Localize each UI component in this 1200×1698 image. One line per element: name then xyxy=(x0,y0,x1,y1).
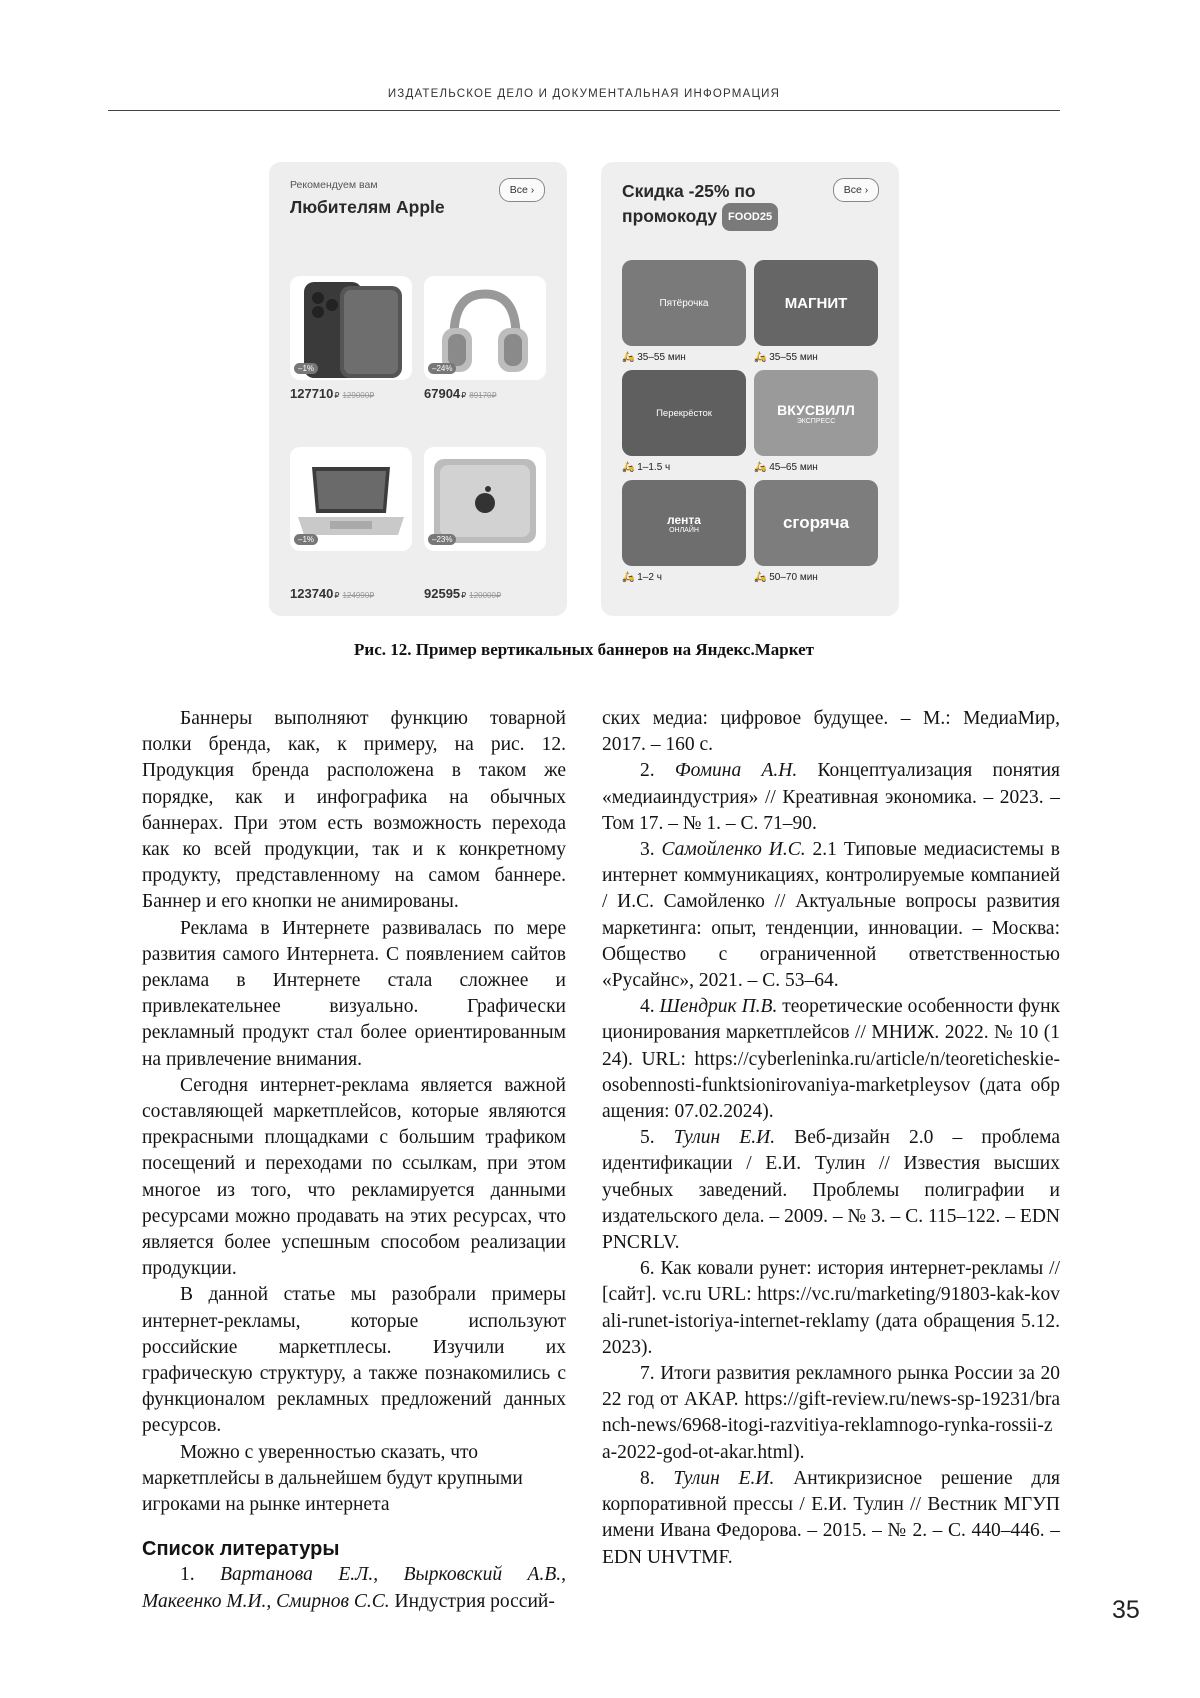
store-card-vkusvill[interactable]: ВКУСВИЛЛ ЭКСПРЕСС xyxy=(754,370,878,456)
delivery-time: 🛵 1–2 ч xyxy=(622,572,662,583)
product-card-headphones[interactable] xyxy=(424,276,546,380)
left-column xyxy=(142,706,566,1615)
banner-subtitle: Рекомендуем вам xyxy=(290,179,378,191)
delivery-time: 🛵 50–70 мин xyxy=(754,572,818,583)
price: 67904₽ 89170₽ xyxy=(424,386,497,401)
paragraph: Реклама в Интернете развивалась по мере развития самого Интернета. С появлением сайтов реклама в Интернете стала сложнее и привлекательнее визуально. Графически рекламный продукт стал более ориентированным на привлечение внимания. xyxy=(142,917,566,1070)
store-card-lenta[interactable]: лента ОНЛАЙН xyxy=(622,480,746,566)
banner-food-promo xyxy=(601,162,899,616)
delivery-time: 🛵 35–55 мин xyxy=(754,352,818,363)
references-heading: Список литературы xyxy=(142,1538,340,1561)
paragraph: Баннеры выполняют функцию товарной полки бренда, как, к примеру, на рис. 12. Продукция бренда расположена в таком же порядке, как и инфографика на обычных баннерах. При этом есть возможность перехода как ко всей продукции, так и к конкретному продукту, представленному на самом баннере. Баннер и его кнопки не анимированы. xyxy=(142,708,566,913)
reference-item: 1. Вартанова Е.Л., Вырковский А.В., Макеенко М.И., Смирнов С.С. Индустрия россий- xyxy=(142,1564,567,1612)
all-button[interactable]: Все › xyxy=(833,178,879,202)
running-header: ИЗДАТЕЛЬСКОЕ ДЕЛО И ДОКУМЕНТАЛЬНАЯ ИНФОРМАЦИЯ xyxy=(387,88,781,100)
store-card-sgoryacha[interactable]: сгоряча xyxy=(754,480,878,566)
price: 92595₽ 120000₽ xyxy=(424,586,502,601)
reference-item: 5. Тулин Е.И. Веб-дизайн 2.0 – проблема идентификации / Е.И. Тулин // Известия высших учебных заведений. Проблемы полиграфии и издательского дела. – 2009. – № 3. – С. 115–122. – EDN PNCRLV. xyxy=(602,1127,1061,1254)
paragraph: Можно с уверенностью сказать, что маркетплейсы в дальнейшем будут крупными игроками на рынке интернета xyxy=(142,1441,523,1516)
delivery-time: 🛵 45–65 мин xyxy=(754,462,818,473)
discount-badge: –1% xyxy=(294,534,318,545)
figure-caption: Рис. 12. Пример вертикальных баннеров на Яндекс.Маркет xyxy=(354,640,814,659)
banner-title: Любителям Apple xyxy=(290,197,445,217)
store-card-magnit[interactable]: МАГНИТ xyxy=(754,260,878,346)
reference-item: 2. Фомина А.Н. Концептуализация понятия «медиаиндустрия» // Креативная экономика. – 2023. – Том 17. – № 1. – С. 71–90. xyxy=(602,760,1061,834)
reference-item: 6. Как ковали рунет: история интернет-рекламы // [сайт]. vc.ru URL: https://vc.ru/marketing/91803-kak-kovali-runet-istoriya-internet-reklamy (дата обращения 5.12.2023). xyxy=(602,1258,1060,1358)
promo-code-badge: FOOD25 xyxy=(722,203,778,231)
reference-item: 4. Шендрик П.В. теоретические особенности функционирования маркетплейсов // МНИЖ. 2022. № 10 (124). URL: https://cyberleninka.ru/article/n/teoreticheskie-osobennosti-funktsionirovaniya-marketpleysov (дата обращения: 07.02.2024). xyxy=(602,996,1061,1123)
delivery-time: 🛵 1–1.5 ч xyxy=(622,462,671,473)
store-card-pyaterochka[interactable]: Пятёрочка xyxy=(622,260,746,346)
reference-item: 7. Итоги развития рекламного рынка России за 2022 год от АКАР. https://gift-review.ru/news-sp-19231/branch-news/6968-itogi-razvitiya-reklamnogo-rynka-rossii-za-2022-god-ot-akar.html). xyxy=(602,1363,1061,1463)
header-rule xyxy=(108,110,1060,111)
product-card-phone[interactable] xyxy=(290,276,412,380)
delivery-time: 🛵 35–55 мин xyxy=(622,352,686,363)
reference-item: 3. Самойленко И.С. 2.1 Типовые медиасистемы в интернет коммуникациях, контролируемые компанией / И.С. Самойленко // Актуальные вопросы развития маркетинга: опыт, тенденции, инновации. – Москва: Общество с ограниченной ответственностью «Русайнс», 2021. – С. 53–64. xyxy=(602,839,1060,992)
reference-continuation: ских медиа: цифровое будущее. – М.: МедиаМир, 2017. – 160 с. xyxy=(602,708,1060,756)
paragraph: Сегодня интернет-реклама является важной составляющей маркетплейсов, которые являются прекрасными площадками с большим трафиком посещений и переходами по ссылкам, при этом многое из того, что рекламируется данными ресурсами можно продавать на этих ресурсах, что является более успешным способом реализации продукции. xyxy=(142,1074,566,1280)
price: 123740₽ 124990₽ xyxy=(290,586,375,601)
banner-apple xyxy=(269,162,567,616)
page-number: 35 xyxy=(1112,1596,1140,1624)
reference-item: 8. Тулин Е.И. Антикризисное решение для корпоративной прессы / Е.И. Тулин // Вестник МГУП имени Ивана Федорова. – 2015. – № 2. – С. 440–446. – EDN UHVTMF. xyxy=(602,1467,1061,1568)
discount-badge: –1% xyxy=(294,363,318,374)
product-card-laptop[interactable] xyxy=(290,447,412,551)
right-column xyxy=(602,706,1060,1571)
store-card-perekrestok[interactable]: Перекрёсток xyxy=(622,370,746,456)
price: 127710₽ 129000₽ xyxy=(290,386,375,401)
paragraph: В данной статье мы разобрали примеры интернет-рекламы, которые используют российские маркетплесы. Изучили их графическую структуру, а также познакомились с функционалом рекламных предложений данных ресурсов. xyxy=(142,1284,566,1437)
all-button[interactable]: Все › xyxy=(499,178,545,202)
discount-badge: –24% xyxy=(428,363,456,374)
banner-title: Скидка -25% по промокоду FOOD25 xyxy=(622,179,822,231)
product-card-mini-computer[interactable] xyxy=(424,447,546,551)
discount-badge: –23% xyxy=(428,534,456,545)
